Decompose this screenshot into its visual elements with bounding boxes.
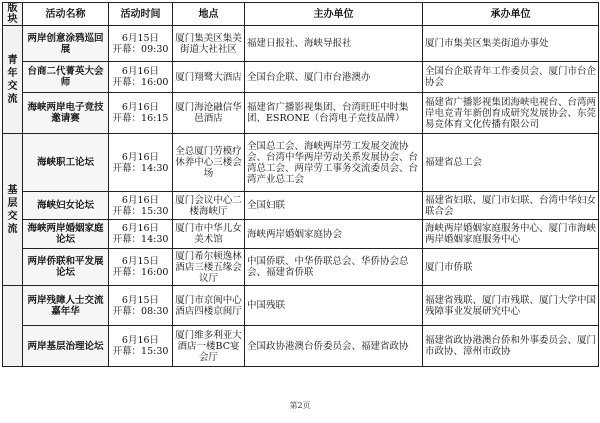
organizer: 全国台企联、厦门市台港澳办 xyxy=(245,62,423,93)
activity-location: 厦门维多利亚大酒店一楼BC宴会厅 xyxy=(173,326,245,367)
activity-name: 两岸创意涂鸦巡回展 xyxy=(23,26,109,62)
table-row xyxy=(3,326,599,367)
activity-name: 海峡妇女论坛 xyxy=(23,192,109,220)
activity-time xyxy=(109,326,173,367)
header-activity: 活动名称 xyxy=(23,3,109,26)
activity-name: 两岸残障人士交流嘉年华 xyxy=(23,286,109,326)
table-row xyxy=(3,62,599,93)
activity-time xyxy=(109,26,173,62)
activity-name: 海峡两岸电子竞技邀请赛 xyxy=(23,93,109,134)
activity-date: 6月16日 xyxy=(121,335,160,346)
activity-start: 开幕：16:00 xyxy=(112,77,169,88)
header-time: 活动时间 xyxy=(109,3,173,26)
activity-time xyxy=(109,286,173,326)
activity-time xyxy=(109,192,173,220)
activity-name: 海峡两岸婚姻家庭论坛 xyxy=(23,220,109,249)
table-row xyxy=(3,220,599,249)
activity-start: 开幕：15:30 xyxy=(112,205,169,217)
activity-location: 厦门海沧融信华邑酒店 xyxy=(173,93,245,134)
organizer: 全国政协港澳台侨委员会、福建省政协 xyxy=(245,326,423,367)
activity-date: 6月16日 xyxy=(121,151,160,163)
header-section: 版块 xyxy=(3,3,23,26)
section-grassroots: 基层交流 xyxy=(3,134,23,286)
activity-start: 开幕：15:30 xyxy=(112,346,169,357)
undertaker: 福建省妇联、厦门市妇联、台湾中华妇女联合会 xyxy=(423,192,599,220)
activity-name: 两岸侨联和平发展论坛 xyxy=(23,249,109,286)
organizer: 海峡两岸婚姻家庭协会 xyxy=(245,220,423,249)
header-location: 地点 xyxy=(173,3,245,26)
table-row xyxy=(3,26,599,62)
activity-location: 全总厦门劳模疗休养中心三楼会场 xyxy=(173,134,245,192)
schedule-table xyxy=(2,2,599,367)
activity-date: 6月15日 xyxy=(121,32,160,44)
table-row xyxy=(3,249,599,286)
organizer: 中国侨联、中华侨联总会、华侨协会总会、福建省侨联 xyxy=(245,249,423,286)
activity-name: 台商二代菁英大会师 xyxy=(23,62,109,93)
organizer: 福建日报社、海峡导报社 xyxy=(245,26,423,62)
undertaker: 厦门市侨联 xyxy=(423,249,599,286)
header-undertaker: 承办单位 xyxy=(423,3,599,26)
section-grassroots-continued xyxy=(3,286,23,367)
activity-start: 开幕：09:30 xyxy=(112,43,169,55)
activity-location: 厦门集美区集美街道大社社区 xyxy=(173,26,245,62)
activity-start: 开幕：14:30 xyxy=(112,162,169,174)
activity-location: 厦门会议中心二楼海峡厅 xyxy=(173,192,245,220)
activity-date: 6月16日 xyxy=(121,194,160,206)
organizer: 全国总工会、海峡两岸劳工发展交流协会、台湾中华两岸劳动关系发展协会、台湾总工会、两岸劳工事务交流委员会、台湾产业总工会 xyxy=(245,134,423,192)
table-row xyxy=(3,93,599,134)
header-row xyxy=(3,3,599,26)
undertaker: 厦门市集美区集美街道办事处 xyxy=(423,26,599,62)
activity-date: 6月15日 xyxy=(121,294,160,306)
activity-location: 厦门市中华儿女美术馆 xyxy=(173,220,245,249)
table-row xyxy=(3,134,599,192)
activity-start: 开幕：08:30 xyxy=(112,305,169,317)
activity-name: 两岸基层治理论坛 xyxy=(23,326,109,367)
undertaker: 福建省政协港澳台侨和外事委员会、厦门市政协、漳州市政协 xyxy=(423,326,599,367)
activity-name: 海峡职工论坛 xyxy=(23,134,109,192)
activity-start: 开幕：16:00 xyxy=(112,267,169,278)
activity-time xyxy=(109,134,173,192)
undertaker: 福建省总工会 xyxy=(423,134,599,192)
activity-location: 厦门希尔顿逸林酒店三楼五缘会议厅 xyxy=(173,249,245,286)
organizer: 全国妇联 xyxy=(245,192,423,220)
activity-time xyxy=(109,93,173,134)
activity-time xyxy=(109,62,173,93)
activity-date: 6月16日 xyxy=(121,223,160,234)
section-youth: 青年交流 xyxy=(3,26,23,134)
activity-date: 6月16日 xyxy=(121,102,160,113)
activity-time xyxy=(109,220,173,249)
organizer: 福建省广播影视集团、台湾旺旺中时集团、ESRONE（台湾电子竞技品牌） xyxy=(245,93,423,134)
organizer: 中国残联 xyxy=(245,286,423,326)
activity-date: 6月16日 xyxy=(121,66,160,77)
activity-start: 开幕：14:30 xyxy=(112,234,169,245)
activity-location: 厦门市京闽中心酒店四楼京闽厅 xyxy=(173,286,245,326)
activity-start: 开幕：16:15 xyxy=(112,113,169,124)
undertaker: 福建省残联、厦门市残联、厦门大学中国残障事业发展研究中心 xyxy=(423,286,599,326)
table-row xyxy=(3,286,599,326)
undertaker: 海峡两岸婚姻家庭服务中心、厦门市海峡两岸婚姻家庭服务中心 xyxy=(423,220,599,249)
table-row xyxy=(3,192,599,220)
undertaker: 全国台企联青年工作委员会、厦门市台企协会 xyxy=(423,62,599,93)
activity-date: 6月15日 xyxy=(121,256,160,267)
page-number: 第2页 xyxy=(289,401,311,410)
undertaker: 福建省广播影视集团海峡电视台、台湾两岸电竞青年新创育成研究发展协会、东莞易竞体育文化传播有限公司 xyxy=(423,93,599,134)
activity-location: 厦门翔鹭大酒店 xyxy=(173,62,245,93)
header-organizer: 主办单位 xyxy=(245,3,423,26)
activity-time xyxy=(109,249,173,286)
